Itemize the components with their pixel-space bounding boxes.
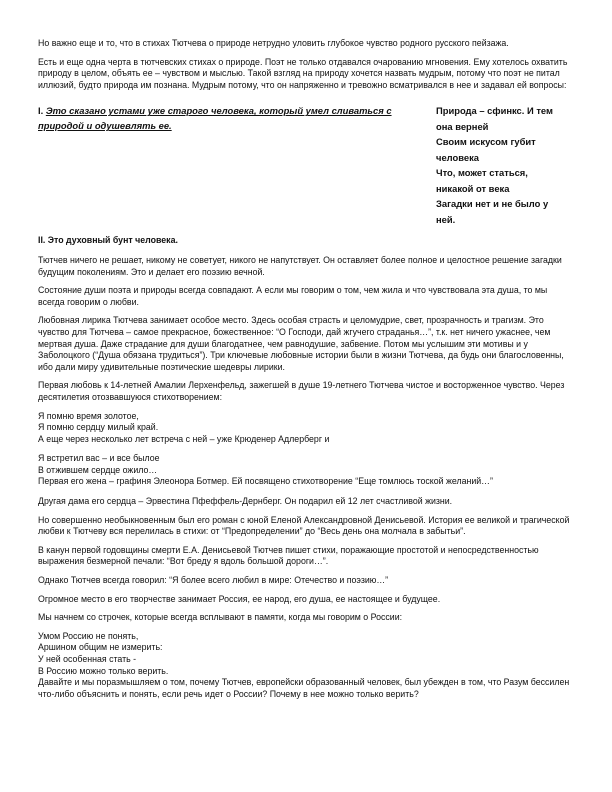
poem-line: А еще через несколько лет встреча с ней – уже Крюденер Адлерберг и [38,433,330,444]
paragraph-anniversary: В канун первой годовщины смерти Е.А. Денисьевой Тютчев пишет стихи, поражающие простотой и непосредственностью выражения безмерной печали: “Вот бреду я вдоль большой дороги…”. [38,544,539,567]
poem-line: Давайте и мы поразмышляем о том, почему Тютчев, европейски образованный человек, был убежден в том, что Разум бессилен что-либо объяснить и понять, если речь идет о России? Почему в нее можно только верить? [38,677,570,699]
paragraph-fatherland: Однако Тютчев всегда говорил: “Я более всего любил в мире: Отечество и поэзию…” [38,575,389,586]
poem-russia [38,631,576,701]
paragraph-soul: Состояние души поэта и природы всегда совпадают. А если мы говорим о том, чем жила и что чувствовала эта душа, то мы всегда говорим о любви. [38,285,548,307]
paragraph-russia-place: Огромное место в его творчестве занимает Россия, ее народ, его душа, ее настоящее и будущее. [38,593,441,604]
poem-met-you [38,453,576,488]
paragraph-ernestina: Другая дама его сердца – Эрвестина Пфеффель-Дернберг. Он подарил ей 12 лет счастливой жизни. [38,496,453,507]
paragraph-lines-intro: Мы начнем со строчек, которые всегда всплывают в памяти, когда мы говорим о России: [38,612,403,623]
poem-golden-time [38,411,576,446]
poem-line: никакой от века [436,182,510,194]
paragraph-love-lyrics: Любовная лирика Тютчева занимает особое место. Здесь особая страсть и целомудрие, свет, прозрачность и трагизм. Это чувство для Тютчева – самое прекрасное, божественное: “О Господи, дай жгучего страданья…”, т.к. нет ничего ужаснее, чем мертвая душа. Даже страдание для души благодатнее, чем равнодушие, забвение. Потом мы услышим эти мотивы и у Заболоцкого (“Душа обязана трудиться”). Три ключевые любовные истории были в жизни Тютчева, да будь они благословенны, ибо дали миру удивительные поэтические шедевры лирики. [38,315,564,372]
poem-line: она верней [436,120,489,132]
poem-line: Природа – сфинкс. И тем [436,105,553,117]
poem-line: ней. [436,213,456,225]
poem-line: Первая его жена – графиня Элеонора Ботмер. Ей посвящено стихотворение “Еще томлюсь тоской желаний…” [38,476,493,487]
poem-line: Загадки нет и не было у [436,198,549,210]
paragraph-first-love: Первая любовь к 14-летней Амалии Лерхенфельд, зажегшей в душе 19-летнего Тютчева чистое и восторженное чувство. Через десятилетия отозвавшуюся стихотворением: [38,380,565,402]
document-page [38,38,576,708]
section-one-row [38,103,576,227]
poem-line: Я помню сердцу милый край. [38,422,159,433]
poem-line: Своим искусом губит [436,136,536,148]
poem-line: Я помню время золотое, [38,410,139,421]
paragraph-denisieva: Но совершенно необыкновенным был его роман с юной Еленой Александровной Денисьевой. История ее великой и трагической любви к Тютчеву вся перелилась в стихи: от “Предопределении” до “Весь день она молчала в забытьи”. [38,514,570,537]
section-one-heading [38,103,408,227]
section-one-number: I. [38,105,44,117]
paragraph-landscape: Но важно еще и то, что в стихах Тютчева о природе нетрудно уловить глубокое чувство родного русского пейзажа. [38,38,509,48]
poem-line: Я встретил вас – и все былое [38,453,160,464]
poem-line: В Россию можно только верить. [38,665,169,676]
poem-line: Что, может статься, [436,167,528,179]
poem-line: В отжившем сердце ожило… [38,464,158,475]
paragraph-wisdom: Есть и еще одна черта в тютчевских стихах о природе. Поэт не только отдавался очарованию мгновения. Ему хотелось охватить природу в целом, объять ее – чувством и мыслью. Такой взгляд на природу хочется назвать мудрым, потому что поэт не питал иллюзий, будто природа им познана. Мудрым потому, что он напряженно и тревожно всматривался в нее и задавал ей вопросы: [38,56,568,90]
paragraph-eternal: Тютчев ничего не решает, никому не советует, никого не напутствует. Он оставляет более полное и целостное решение загадки будущим поколениям. Это и делает его поэзию вечной. [38,254,562,277]
poem-line: Аршином общим не измерить: [38,642,163,653]
section-two-heading: II. Это духовный бунт человека. [38,235,178,246]
poem-line: человека [436,151,479,163]
section-one-text: Это сказано устами уже старого человека, который умел сливаться с природой и одушевлять ее. [38,105,392,132]
poem-line: Умом Россию не понять, [38,630,139,641]
sphinx-poem [436,103,576,227]
poem-line: У ней особенная стать - [38,654,137,664]
